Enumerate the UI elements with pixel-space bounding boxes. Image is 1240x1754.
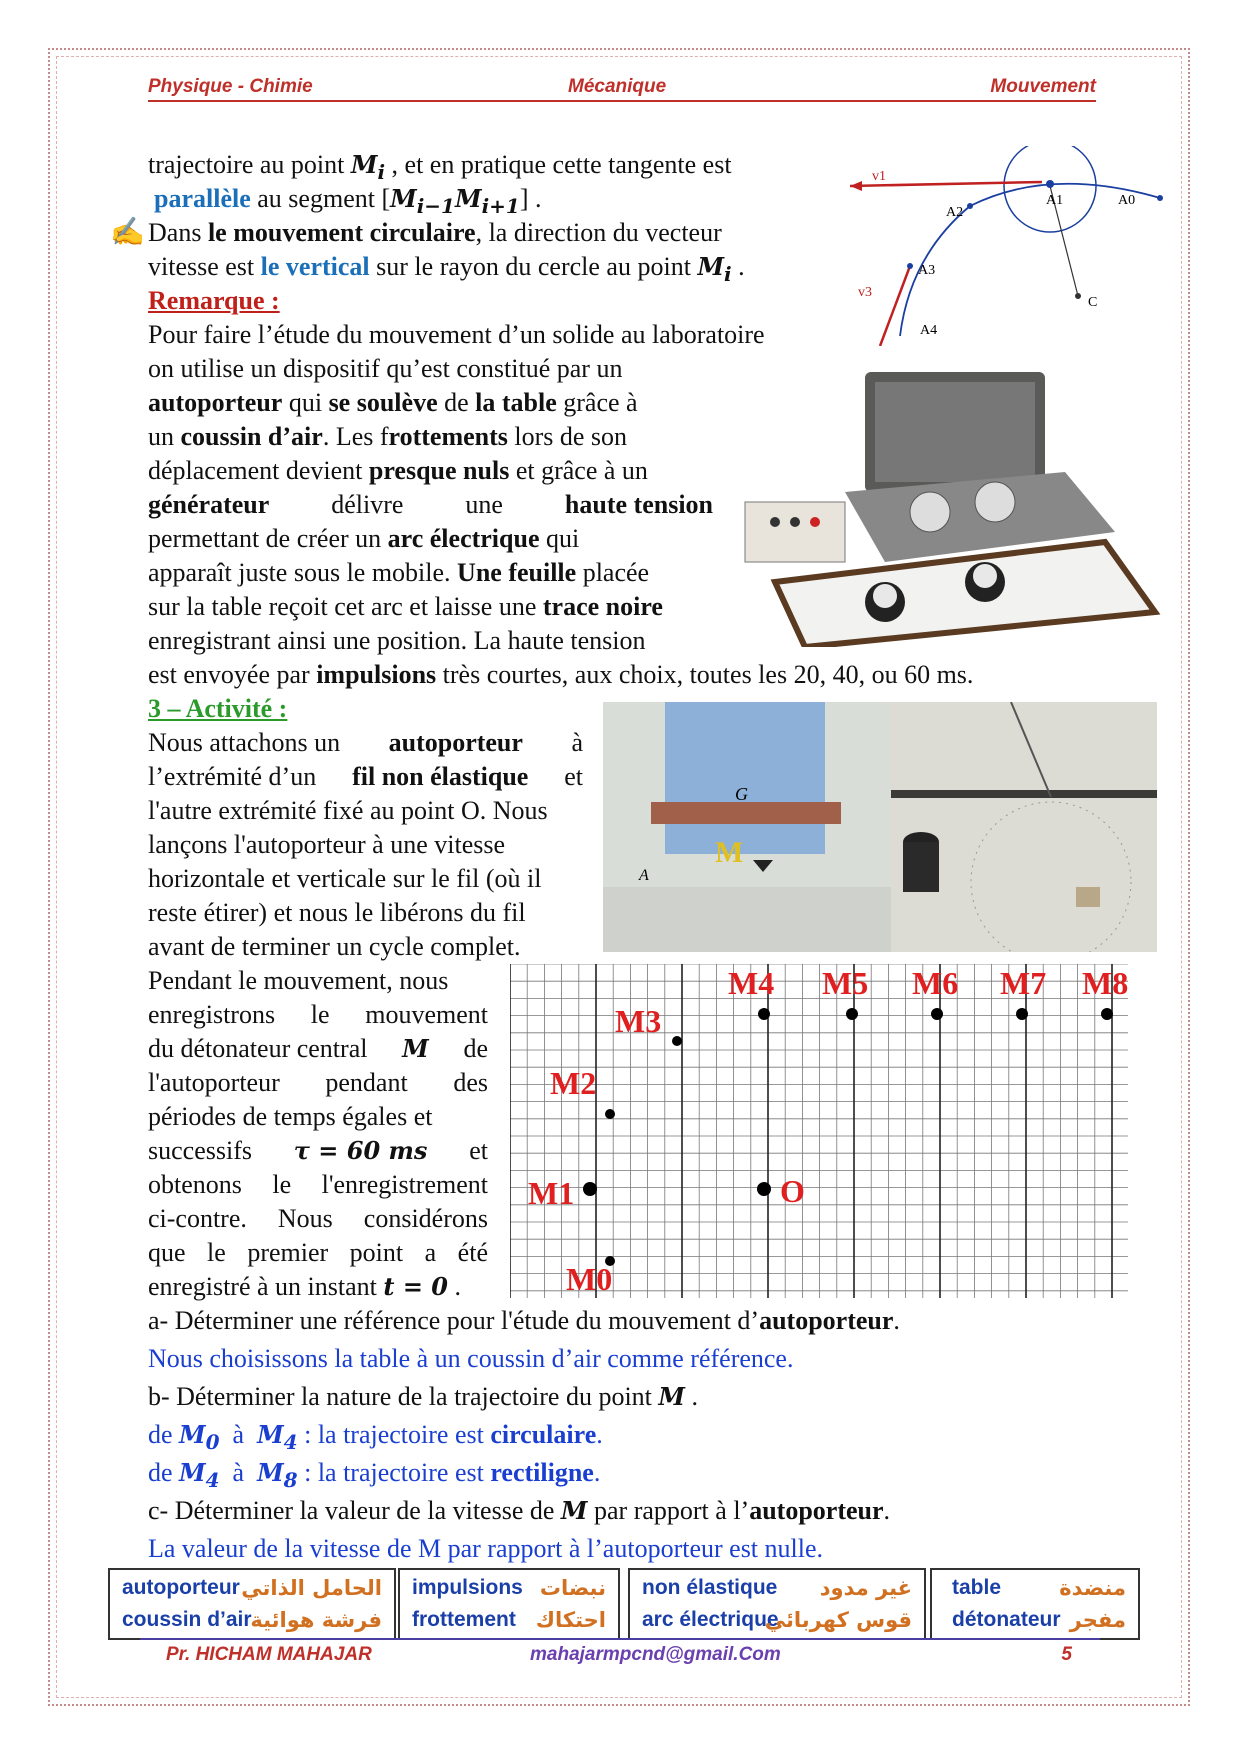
point-c [1075, 293, 1081, 299]
label-a0: A0 [1118, 193, 1136, 208]
label-m2: M2 [550, 1065, 597, 1101]
point-m7 [1016, 1008, 1028, 1020]
remarque-line-5: déplacement devient presque nuls et grâce à un [148, 456, 648, 485]
rec-line-4: l'autoporteur pendant des [148, 1068, 488, 1097]
label-g: G [735, 784, 748, 804]
page-header [148, 74, 1096, 102]
activite-line-7: avant de terminer un cycle complet. [148, 932, 521, 961]
point-m5 [846, 1008, 858, 1020]
glossary-box-3 [628, 1568, 926, 1640]
rec-line-2: enregistrons le mouvement [148, 1000, 488, 1029]
case-foam [875, 382, 1035, 482]
recording-grid [510, 964, 1128, 1298]
glossary-box-2 [398, 1568, 620, 1640]
activite-line-5: horizontale et verticale sur le fil (où il [148, 864, 542, 893]
glossary-ar: غير مدود [819, 1576, 912, 1600]
point-o [757, 1182, 771, 1196]
label-m3: M3 [615, 1003, 662, 1039]
remarque-line-7: permettant de créer un arc électrique qui [148, 524, 580, 553]
page-footer [140, 1638, 1100, 1670]
answer-b-1: de $M_0$ à $M_4$ : la trajectoire est circulaire. [148, 1420, 603, 1454]
pointer-icon: ✍ [110, 217, 145, 248]
label-m: M [715, 836, 744, 869]
glossary-fr: table [952, 1576, 1002, 1599]
glossary-fr: coussin d’air [122, 1608, 252, 1631]
intro-line-1: trajectoire au point $M_i$ , et en pratique cette tangente est [148, 150, 732, 184]
remarque-line-8: apparaît juste sous le mobile. Une feuille placée [148, 558, 650, 587]
generator [745, 502, 845, 562]
glossary-ar: قوس كهربائي [764, 1608, 912, 1632]
header-topic: Mouvement [990, 76, 1096, 97]
puck-diagram [603, 702, 891, 952]
point-m1 [583, 1182, 597, 1196]
glossary-ar: نبضات [539, 1576, 606, 1600]
activite-line-4: lançons l'autoporteur à une vitesse [148, 830, 506, 859]
air-table-photo [735, 352, 1165, 647]
rec-line-3: du détonateur central M de [148, 1034, 488, 1063]
footer-email[interactable]: mahajarmpcnd@gmail.Com [530, 1644, 781, 1665]
remarque-line-3: autoporteur qui se soulève de la table grâce à [148, 388, 638, 417]
label-m4: M4 [728, 965, 775, 1001]
intro-line-2: parallèle au segment $[M_{i-1}M_{i+1}]$ . [154, 184, 542, 218]
question-a: a- Déterminer une référence pour l'étude du mouvement d’autoporteur. [148, 1306, 900, 1335]
remarque-line-11: est envoyée par impulsions très courtes, aux choix, toutes les 20, 40, ou 60 ms. [148, 660, 974, 689]
label-v1: v1 [872, 169, 886, 184]
rec-line-9: que le premier point a été [148, 1238, 488, 1267]
rec-line-1: Pendant le mouvement, nous [148, 966, 449, 995]
activite-title: 3 – Activité : [148, 694, 288, 723]
remarque-title: Remarque : [148, 286, 280, 315]
vector-v1-head [850, 181, 862, 191]
point-m8 [1101, 1008, 1113, 1020]
activite-line-1: Nous attachons un autoporteur à [148, 728, 583, 757]
glossary-ar: منضدة [1059, 1576, 1126, 1600]
header-chapter: Mécanique [568, 76, 667, 97]
glossary-fr: autoporteur [122, 1576, 240, 1599]
label-m1: M1 [528, 1175, 575, 1211]
glossary-fr: frottement [412, 1608, 516, 1631]
point-a3 [907, 263, 913, 269]
glossary-ar: احتكاك [535, 1608, 606, 1632]
remarque-line-4: un coussin d’air. Les frottements lors de son [148, 422, 628, 451]
footer-page-number: 5 [1061, 1644, 1072, 1665]
activite-line-2: l’extrémité d’un fil non élastique et [148, 762, 583, 791]
answer-b-2: de $M_4$ à $M_8$ : la trajectoire est rectiligne. [148, 1458, 601, 1492]
puck-plate [651, 802, 841, 824]
label-c: C [1088, 295, 1098, 310]
glossary-ar: مفجر [1069, 1608, 1126, 1632]
label-m8: M8 [1082, 965, 1128, 1001]
activite-line-3: l'autre extrémité fixé au point O. Nous [148, 796, 548, 825]
puck-on-table-photo [891, 702, 1157, 952]
point-m3 [672, 1036, 682, 1046]
glossary-fr: impulsions [412, 1576, 523, 1599]
label-m6: M6 [912, 965, 959, 1001]
remarque-line-10: enregistrant ainsi une position. La haute tension [148, 626, 646, 655]
point-a1 [1046, 180, 1054, 188]
footer-author: Pr. HICHAM MAHAJAR [166, 1644, 372, 1665]
rec-line-8: ci-contre. Nous considérons [148, 1204, 488, 1233]
answer-c: La valeur de la vitesse de M par rapport à l’autoporteur est nulle. [148, 1534, 824, 1563]
point-m2 [605, 1109, 615, 1119]
glossary-fr: détonateur [952, 1608, 1061, 1631]
glossary-fr: arc électrique [642, 1608, 779, 1631]
label-a2: A2 [946, 205, 964, 220]
label-a3: A3 [918, 263, 936, 278]
question-c: c- Déterminer la valeur de la vitesse de M par rapport à l’autoporteur. [148, 1496, 891, 1525]
glossary-box-4 [930, 1568, 1140, 1640]
point-a2 [967, 203, 973, 209]
header-subject: Physique - Chimie [148, 76, 313, 97]
answer-a: Nous choisissons la table à un coussin d’air comme référence. [148, 1344, 794, 1373]
question-b: b- Déterminer la nature de la trajectoire du point M . [148, 1382, 698, 1411]
point-m4 [758, 1008, 770, 1020]
rec-line-6: successifs τ = 60 ms et [148, 1136, 488, 1165]
remarque-line-1: Pour faire l’étude du mouvement d’un solide au laboratoire [148, 320, 765, 349]
remarque-line-9: sur la table reçoit cet arc et laisse une trace noire [148, 592, 663, 621]
label-a: A [639, 867, 649, 884]
intro-line-3: Dans le mouvement circulaire, la direction du vecteur [148, 218, 722, 247]
rec-line-5: périodes de temps égales et [148, 1102, 433, 1131]
point-m6 [931, 1008, 943, 1020]
label-a1: A1 [1046, 193, 1064, 208]
point-a0 [1157, 195, 1163, 201]
circular-motion-figure [850, 146, 1170, 346]
remarque-line-6: générateur délivre une haute tension [148, 490, 713, 519]
glossary-fr: non élastique [642, 1576, 778, 1599]
label-m7: M7 [1000, 965, 1047, 1001]
label-a4: A4 [920, 323, 938, 338]
glossary-ar: فرشة هوائية [250, 1608, 382, 1632]
label-v3: v3 [858, 285, 872, 300]
label-o: O [780, 1173, 805, 1209]
glossary-ar: الحامل الذاتي [241, 1576, 382, 1600]
activite-line-6: reste étirer) et nous le libérons du fil [148, 898, 526, 927]
rec-line-7: obtenons le l'enregistrement [148, 1170, 488, 1199]
intro-line-4: vitesse est le vertical sur le rayon du cercle au point $M_i$ . [148, 252, 745, 286]
label-m0: M0 [566, 1261, 613, 1297]
rec-line-10: enregistré à un instant t = 0 . [148, 1272, 461, 1301]
remarque-line-2: on utilise un dispositif qu’est constitué par un [148, 354, 623, 383]
label-m5: M5 [822, 965, 869, 1001]
glossary-box-1 [108, 1568, 396, 1640]
